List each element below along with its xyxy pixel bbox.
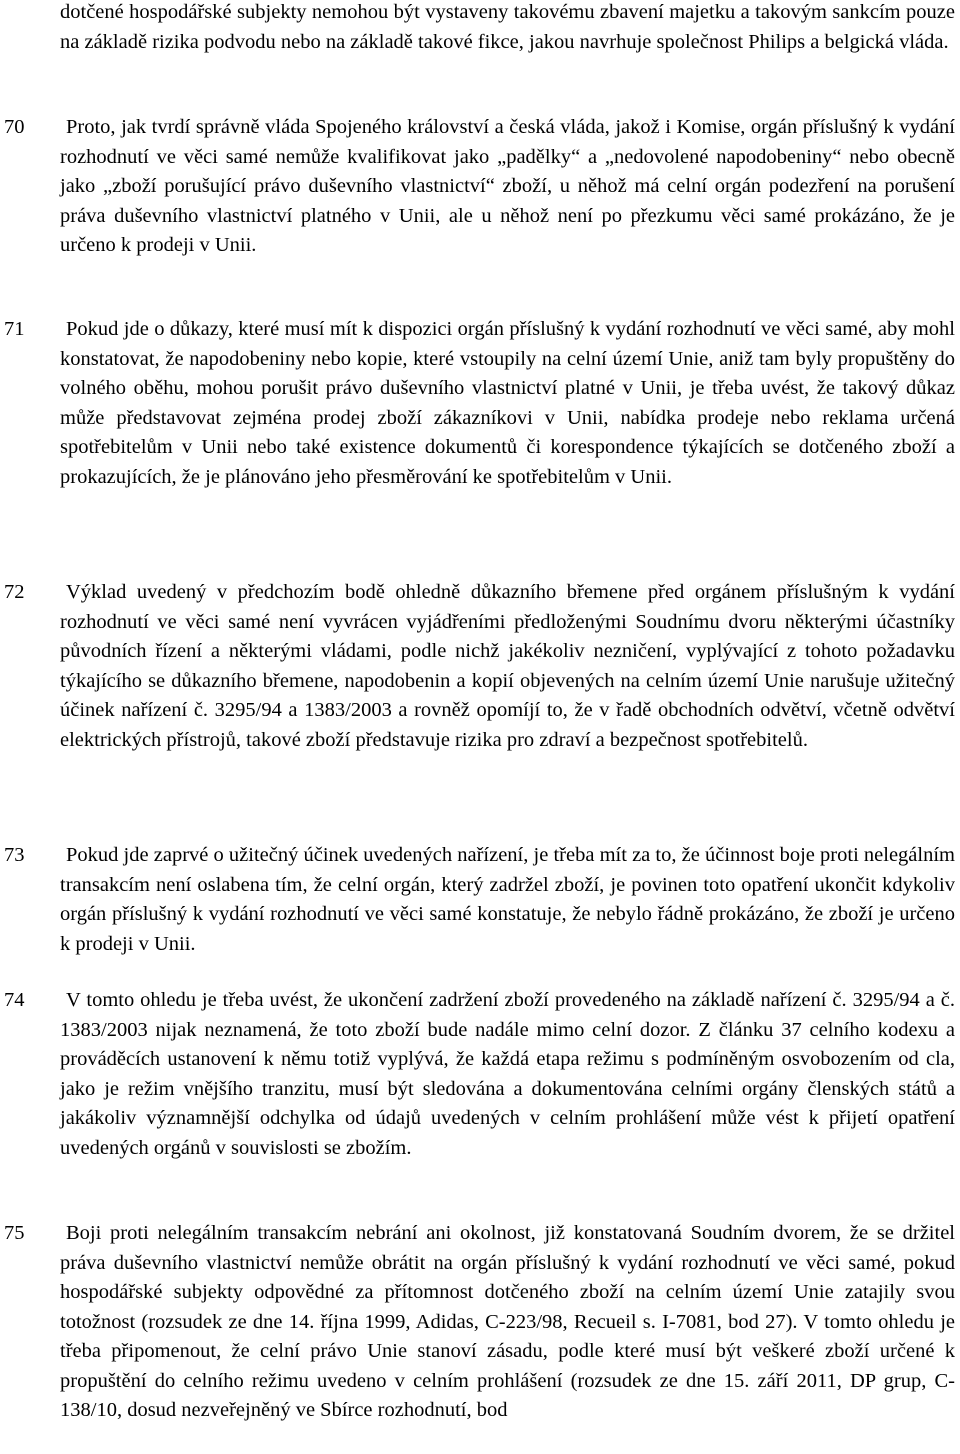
paragraph-number: 73 <box>4 844 25 866</box>
paragraph-text: Pokud jde o důkazy, které musí mít k dispozici orgán příslušný k vydání rozhodnutí ve věci samé, aby mohl konstatovat, že napodobeniny nebo kopie, které vstoupily na celní území Unie, aniž tam byly propuštěny do volného oběhu, mohou porušit právo duševního vlastnictví platné v Unii, je třeba uvést, že takový důkaz může představovat zejména prodej zboží zákazníkovi v Unii, nabídka prodeje nebo reklama určená spotřebitelům v Unii nebo také existence dokumentů či korespondence týkajících se dotčeného zboží a prokazujících, že je plánováno jeho přesměrování ke spotřebitelům v Unii. <box>60 318 955 488</box>
paragraph-text: Boji proti nelegálním transakcím nebrání ani okolnost, již konstatovaná Soudním dvorem, že se držitel práva duševního vlastnictví nemůže obrátit na orgán příslušný k vydání rozhodnutí ve věci samé, pokud hospodářské subjekty odpovědné za přítomnost dotčeného zboží na celním území Unie zatajily svou totožnost (rozsudek ze dne 14. října 1999, Adidas, C-223/98, Recueil s. I-7081, bod 27). V tomto ohledu je třeba připomenout, že celní právo Unie stanoví zásadu, podle které musí být veškeré zboží určené k propuštění do celního režimu uvedeno v celním prohlášení (rozsudek ze dne 15. září 2011, DP grup, C-138/10, dosud nezveřejněný ve Sbírce rozhodnutí, bod <box>60 1222 955 1421</box>
paragraph-74 <box>0 986 960 1163</box>
paragraph-number: 70 <box>4 116 25 138</box>
paragraph-text: dotčené hospodářské subjekty nemohou být vystaveny takovému zbavení majetku a takovým sankcím pouze na základě rizika podvodu nebo na základě takové fikce, jakou navrhuje společnost Philips a belgická vláda. <box>60 1 955 53</box>
paragraph-number: 71 <box>4 318 25 340</box>
paragraph-number: 75 <box>4 1222 25 1244</box>
paragraph-text: Proto, jak tvrdí správně vláda Spojeného království a česká vláda, jakož i Komise, orgán příslušný k vydání rozhodnutí ve věci samé nemůže kvalifikovat jako „padělky“ a „nedovolené napodobeniny“ nebo obecně jako „zboží porušující právo duševního vlastnictví“ zboží, u něhož má celní orgán podezření na porušení práva duševního vlastnictví platného v Unii, ale u něhož není po přezkumu věci samé prokázáno, že je určeno k prodeji v Unii. <box>60 116 955 256</box>
paragraph-73 <box>0 841 960 959</box>
paragraph-text: Výklad uvedený v předchozím bodě ohledně důkazního břemene před orgánem příslušným k vydání rozhodnutí ve věci samé není vyvrácen vyjádřeními předloženými Soudnímu dvoru některými účastníky původních řízení a některými vládami, podle nichž jakékoliv nezničení, vyplývající z tohoto požadavku týkajícího se důkazního břemene, napodobenin a kopií objevených na celním území Unie narušuje užitečný účinek nařízení č. 3295/94 a 1383/2003 a rovněž opomíjí to, že v řadě obchodních odvětví, včetně odvětví elektrických přístrojů, takové zboží představuje rizika pro zdraví a bezpečnost spotřebitelů. <box>60 581 955 751</box>
paragraph-75 <box>0 1219 960 1426</box>
paragraph-text: Pokud jde zaprvé o užitečný účinek uvedených nařízení, je třeba mít za to, že účinnost boje proti nelegálním transakcím není oslabena tím, že celní orgán, který zadržel zboží, je povinen toto opatření ukončit kdykoliv orgán příslušný k vydání rozhodnutí ve věci samé konstatuje, že nebylo řádně prokázáno, že zboží je určeno k prodeji v Unii. <box>60 844 955 955</box>
paragraph-71 <box>0 315 960 492</box>
paragraph-number: 74 <box>4 989 25 1011</box>
paragraph-70 <box>0 113 960 261</box>
paragraph-72 <box>0 578 960 755</box>
paragraph-text: V tomto ohledu je třeba uvést, že ukončení zadržení zboží provedeného na základě nařízení č. 3295/94 a č. 1383/2003 nijak neznamená, že toto zboží bude nadále mimo celní dozor. Z článku 37 celního kodexu a prováděcích ustanovení k němu totiž vyplývá, že každá etapa režimu s podmíněným osvobozením od cla, jako je režim vnějšího tranzitu, musí být sledována a dokumentována celními orgány členských států a jakákoliv významnější odchylka od údajů uvedených v celním prohlášení může vést k přijetí opatření uvedených orgánů v souvislosti se zbožím. <box>60 989 955 1159</box>
continuation-paragraph <box>0 0 960 57</box>
paragraph-number: 72 <box>4 581 25 603</box>
